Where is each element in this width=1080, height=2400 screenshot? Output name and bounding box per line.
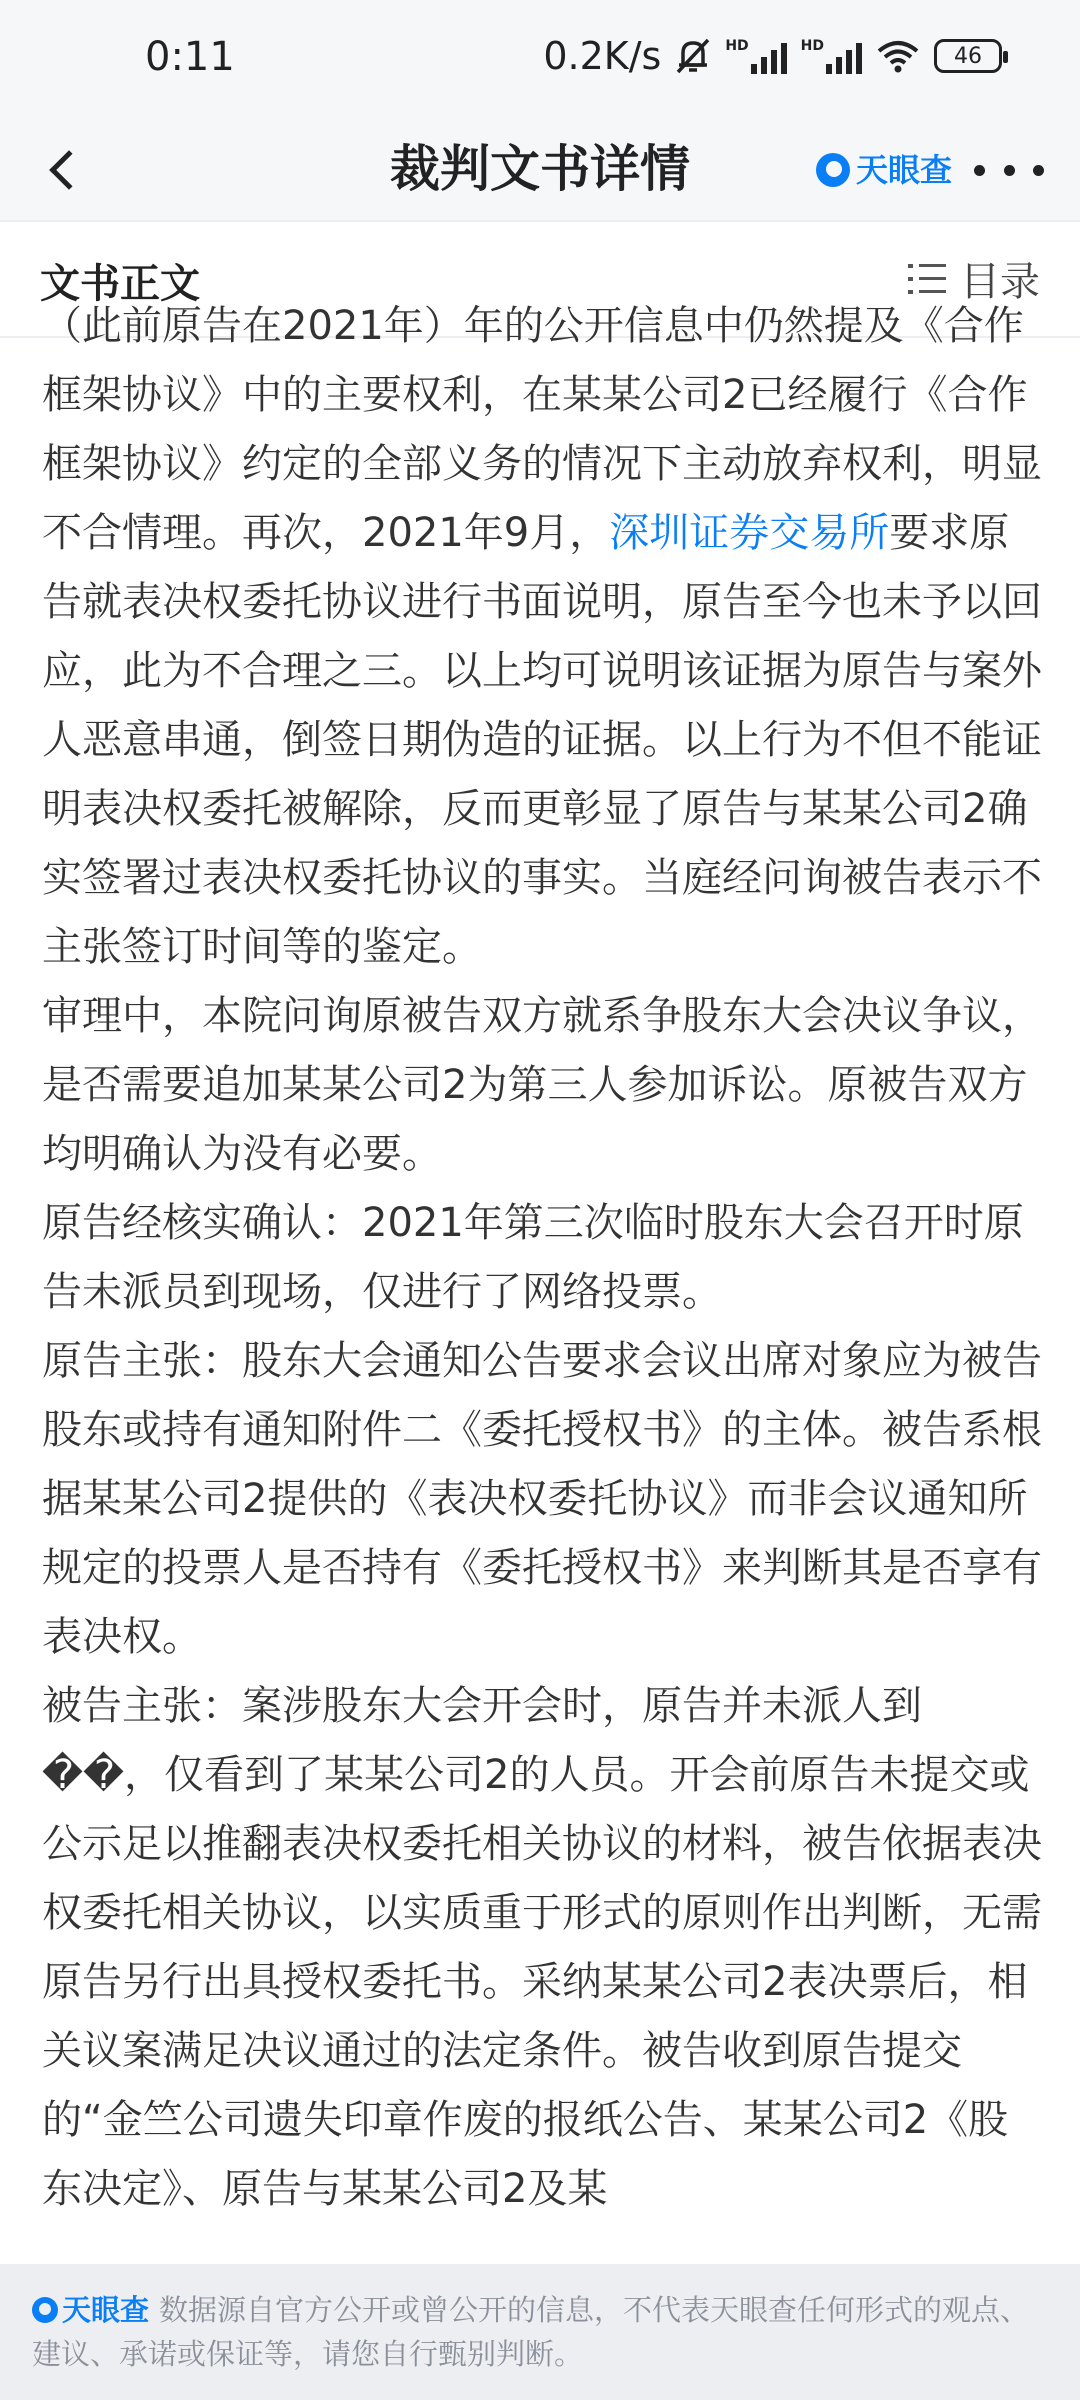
hd-label: HD bbox=[725, 38, 749, 54]
more-icon bbox=[974, 165, 985, 176]
brand-logo bbox=[816, 140, 952, 200]
battery-icon bbox=[934, 39, 1002, 73]
list-icon bbox=[908, 264, 946, 294]
app-header bbox=[0, 118, 1080, 220]
document-body[interactable] bbox=[0, 303, 1080, 2264]
tianyancha-logo-icon bbox=[32, 2297, 58, 2323]
hd-label: HD bbox=[800, 38, 824, 54]
disclaimer-text: 数据源自官方公开或曾公开的信息，不代表天眼查任何形式的观点、建议、承诺或保证等，请您自行甄别判断。 bbox=[32, 2293, 1030, 2371]
footer-brand bbox=[32, 2288, 149, 2332]
exchange-link[interactable]: 深圳证券交易所 bbox=[609, 510, 890, 556]
section-title: 文书正文 bbox=[40, 261, 200, 307]
footer-brand-name: 天眼查 bbox=[62, 2293, 150, 2327]
paragraph: 被告主张：案涉股东大会开会时，原告并未派人到��，仅看到了某某公司2的人员。开会前原告未提交或公示足以推翻表决权委托相关协议的材料，被告依据表决权委托相关协议，以实质重于形式的原则作出判断，无需原告另行出具授权委托书。采纳某某公司2表决票后，相关议案满足决议通过的法定条件。被告收到原告提交的“金竺公司遗失印章作废的报纸公告、某某公司2《股东决定》、原告与某某公司2及某 bbox=[42, 1683, 1042, 2212]
network-speed: 0.2K/s bbox=[543, 34, 662, 78]
status-time: 0:11 bbox=[145, 34, 235, 80]
signal-icon bbox=[801, 38, 862, 74]
status-indicators bbox=[543, 34, 1002, 78]
signal-icon bbox=[725, 38, 786, 74]
tianyancha-logo-icon bbox=[816, 153, 850, 187]
wifi-icon bbox=[876, 39, 920, 73]
brand-name: 天眼查 bbox=[855, 151, 952, 189]
page-title: 裁判文书详情 bbox=[390, 140, 690, 198]
disclaimer-footer bbox=[0, 2264, 1080, 2400]
document-text bbox=[42, 292, 1042, 2224]
paragraph: （此前原告在2021年）年的公开信息中仍然提及《合作框架协议》中的主要权利，在某某公司2已经履行《合作框架协议》约定的全部义务的情况下主动放弃权利，明显不合情理。再次，2021年9月，深圳证券交易所要求原告就表决权委托协议进行书面说明，原告至今也未予以回应，此为不合理之三。以上均可说明该证据为原告与案外人恶意串通，倒签日期伪造的证据。以上行为不但不能证明表决权委托被解除，反而更彰显了原告与某某公司2确实签署过表决权委托协议的事实。当庭经问询被告表示不主张签订时间等的鉴定。 bbox=[42, 303, 1042, 970]
mute-bell-icon bbox=[675, 37, 711, 75]
battery-level: 46 bbox=[954, 43, 982, 69]
toc-label: 目录 bbox=[960, 259, 1040, 305]
status-bar bbox=[0, 0, 1080, 118]
paragraph: 原告主张：股东大会通知公告要求会议出席对象应为被告股东或持有通知附件二《委托授权书》的主体。被告系根据某某公司2提供的《表决权委托协议》而非会议通知所规定的投票人是否持有《委托授权书》来判断其是否享有表决权。 bbox=[42, 1338, 1042, 1660]
more-button[interactable] bbox=[974, 148, 1044, 192]
paragraph: 审理中，本院问询原被告双方就系争股东大会决议争议，是否需要追加某某公司2为第三人参加诉讼。原被告双方均明确认为没有必要。 bbox=[42, 993, 1042, 1177]
paragraph: 原告经核实确认：2021年第三次临时股东大会召开时原告未派员到现场，仅进行了网络投票。 bbox=[42, 1200, 1024, 1315]
